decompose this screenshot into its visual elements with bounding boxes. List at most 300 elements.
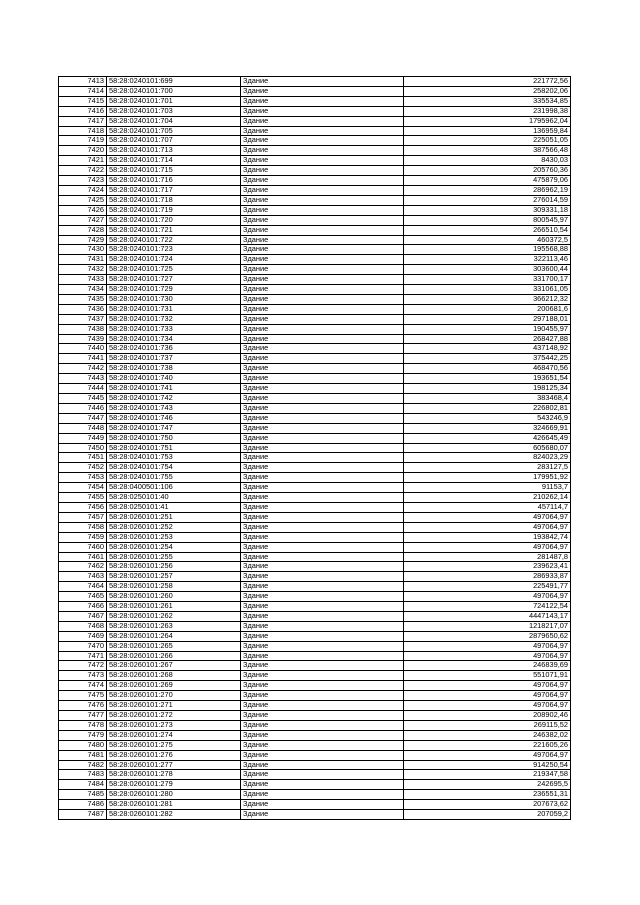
cadastral-value-cell: 1218217,07	[404, 621, 571, 631]
cadastral-value-cell: 475879,06	[404, 176, 571, 186]
table-row	[59, 146, 571, 156]
row-number-cell: 7453	[59, 473, 107, 483]
object-type-cell: Здание	[241, 611, 404, 621]
cadastral-number-cell: 58:28:0240101:753	[107, 453, 241, 463]
object-type-cell: Здание	[241, 493, 404, 503]
cadastral-value-cell: 297188,01	[404, 314, 571, 324]
row-number-cell: 7446	[59, 403, 107, 413]
row-number-cell: 7421	[59, 156, 107, 166]
object-type-cell: Здание	[241, 384, 404, 394]
table-row	[59, 552, 571, 562]
table-row	[59, 473, 571, 483]
table-row	[59, 621, 571, 631]
object-type-cell: Здание	[241, 532, 404, 542]
table-row	[59, 86, 571, 96]
object-type-cell: Здание	[241, 255, 404, 265]
cadastral-number-cell: 58:28:0240101:700	[107, 86, 241, 96]
cadastral-number-cell: 58:28:0260101:267	[107, 661, 241, 671]
row-number-cell: 7484	[59, 780, 107, 790]
table-row	[59, 522, 571, 532]
cadastral-value-cell: 266510,54	[404, 225, 571, 235]
row-number-cell: 7483	[59, 770, 107, 780]
object-type-cell: Здание	[241, 780, 404, 790]
table-row	[59, 354, 571, 364]
row-number-cell: 7444	[59, 384, 107, 394]
row-number-cell: 7469	[59, 631, 107, 641]
cadastral-number-cell: 58:28:0240101:715	[107, 166, 241, 176]
table-row	[59, 592, 571, 602]
cadastral-number-cell: 58:28:0250101:41	[107, 502, 241, 512]
object-type-cell: Здание	[241, 730, 404, 740]
cadastral-number-cell: 58:28:0240101:720	[107, 215, 241, 225]
cadastral-value-cell: 8430,03	[404, 156, 571, 166]
object-type-cell: Здание	[241, 195, 404, 205]
table-row	[59, 195, 571, 205]
table-row	[59, 314, 571, 324]
cadastral-number-cell: 58:28:0240101:704	[107, 116, 241, 126]
cadastral-number-cell: 58:28:0250101:40	[107, 493, 241, 503]
object-type-cell: Здание	[241, 403, 404, 413]
object-type-cell: Здание	[241, 314, 404, 324]
row-number-cell: 7424	[59, 185, 107, 195]
cadastral-number-cell: 58:28:0240101:703	[107, 106, 241, 116]
table-row	[59, 77, 571, 87]
cadastral-value-cell: 322113,46	[404, 255, 571, 265]
cadastral-value-cell: 221605,26	[404, 740, 571, 750]
object-type-cell: Здание	[241, 592, 404, 602]
object-type-cell: Здание	[241, 671, 404, 681]
row-number-cell: 7471	[59, 651, 107, 661]
cadastral-number-cell: 58:28:0260101:274	[107, 730, 241, 740]
row-number-cell: 7449	[59, 433, 107, 443]
cadastral-number-cell: 58:28:0240101:733	[107, 324, 241, 334]
object-type-cell: Здание	[241, 443, 404, 453]
cadastral-number-cell: 58:28:0260101:270	[107, 691, 241, 701]
row-number-cell: 7487	[59, 810, 107, 820]
object-type-cell: Здание	[241, 215, 404, 225]
cadastral-number-cell: 58:28:0260101:251	[107, 512, 241, 522]
cadastral-value-cell: 193651,54	[404, 374, 571, 384]
table-row	[59, 760, 571, 770]
table-row	[59, 235, 571, 245]
table-row	[59, 681, 571, 691]
cadastral-value-cell: 724122,54	[404, 602, 571, 612]
cadastral-value-cell: 497064,97	[404, 681, 571, 691]
row-number-cell: 7462	[59, 562, 107, 572]
table-row	[59, 651, 571, 661]
table-row	[59, 136, 571, 146]
table-row	[59, 611, 571, 621]
cadastral-value-cell: 497064,97	[404, 522, 571, 532]
cadastral-number-cell: 58:28:0240101:724	[107, 255, 241, 265]
row-number-cell: 7426	[59, 205, 107, 215]
row-number-cell: 7428	[59, 225, 107, 235]
cadastral-value-cell: 210262,14	[404, 493, 571, 503]
object-type-cell: Здание	[241, 502, 404, 512]
row-number-cell: 7468	[59, 621, 107, 631]
object-type-cell: Здание	[241, 86, 404, 96]
cadastral-value-cell: 281487,8	[404, 552, 571, 562]
cadastral-number-cell: 58:28:0240101:721	[107, 225, 241, 235]
row-number-cell: 7417	[59, 116, 107, 126]
cadastral-value-cell: 4447143,17	[404, 611, 571, 621]
table-row	[59, 344, 571, 354]
row-number-cell: 7423	[59, 176, 107, 186]
cadastral-value-cell: 268427,88	[404, 334, 571, 344]
table-row	[59, 542, 571, 552]
object-type-cell: Здание	[241, 453, 404, 463]
row-number-cell: 7470	[59, 641, 107, 651]
table-row	[59, 176, 571, 186]
table-row	[59, 780, 571, 790]
object-type-cell: Здание	[241, 760, 404, 770]
object-type-cell: Здание	[241, 225, 404, 235]
object-type-cell: Здание	[241, 294, 404, 304]
table-row	[59, 562, 571, 572]
object-type-cell: Здание	[241, 473, 404, 483]
cadastral-number-cell: 58:28:0240101:740	[107, 374, 241, 384]
object-type-cell: Здание	[241, 77, 404, 87]
object-type-cell: Здание	[241, 304, 404, 314]
row-number-cell: 7422	[59, 166, 107, 176]
table-row	[59, 245, 571, 255]
row-number-cell: 7467	[59, 611, 107, 621]
table-row	[59, 730, 571, 740]
cadastral-number-cell: 58:28:0260101:282	[107, 810, 241, 820]
cadastral-number-cell: 58:28:0240101:705	[107, 126, 241, 136]
cadastral-number-cell: 58:28:0260101:277	[107, 760, 241, 770]
table-row	[59, 532, 571, 542]
table-row	[59, 631, 571, 641]
cadastral-value-cell: 437148,92	[404, 344, 571, 354]
cadastral-number-cell: 58:28:0240101:722	[107, 235, 241, 245]
row-number-cell: 7440	[59, 344, 107, 354]
cadastral-value-cell: 497064,97	[404, 691, 571, 701]
cadastral-value-cell: 258202,06	[404, 86, 571, 96]
cadastral-number-cell: 58:28:0260101:268	[107, 671, 241, 681]
object-type-cell: Здание	[241, 790, 404, 800]
row-number-cell: 7460	[59, 542, 107, 552]
cadastral-number-cell: 58:28:0260101:271	[107, 701, 241, 711]
object-type-cell: Здание	[241, 483, 404, 493]
table-row	[59, 512, 571, 522]
cadastral-value-cell: 242695,5	[404, 780, 571, 790]
table-row	[59, 602, 571, 612]
cadastral-number-cell: 58:28:0240101:717	[107, 185, 241, 195]
row-number-cell: 7479	[59, 730, 107, 740]
cadastral-number-cell: 58:28:0240101:734	[107, 334, 241, 344]
object-type-cell: Здание	[241, 146, 404, 156]
cadastral-number-cell: 58:28:0260101:263	[107, 621, 241, 631]
object-type-cell: Здание	[241, 374, 404, 384]
table-row	[59, 265, 571, 275]
object-type-cell: Здание	[241, 770, 404, 780]
object-type-cell: Здание	[241, 364, 404, 374]
property-table	[58, 76, 571, 820]
object-type-cell: Здание	[241, 602, 404, 612]
row-number-cell: 7473	[59, 671, 107, 681]
cadastral-number-cell: 58:28:0260101:272	[107, 711, 241, 721]
cadastral-value-cell: 286933,87	[404, 572, 571, 582]
object-type-cell: Здание	[241, 344, 404, 354]
table-row	[59, 502, 571, 512]
cadastral-value-cell: 457114,7	[404, 502, 571, 512]
table-row	[59, 403, 571, 413]
row-number-cell: 7457	[59, 512, 107, 522]
row-number-cell: 7480	[59, 740, 107, 750]
table-row	[59, 641, 571, 651]
object-type-cell: Здание	[241, 641, 404, 651]
table-row	[59, 463, 571, 473]
cadastral-number-cell: 58:28:0260101:281	[107, 800, 241, 810]
cadastral-number-cell: 58:28:0260101:260	[107, 592, 241, 602]
cadastral-number-cell: 58:28:0240101:742	[107, 394, 241, 404]
cadastral-number-cell: 58:28:0260101:252	[107, 522, 241, 532]
cadastral-number-cell: 58:28:0240101:718	[107, 195, 241, 205]
cadastral-value-cell: 236551,31	[404, 790, 571, 800]
cadastral-value-cell: 335534,85	[404, 96, 571, 106]
cadastral-value-cell: 91153,7	[404, 483, 571, 493]
cadastral-value-cell: 221772,56	[404, 77, 571, 87]
cadastral-value-cell: 246382,02	[404, 730, 571, 740]
object-type-cell: Здание	[241, 285, 404, 295]
table-row	[59, 671, 571, 681]
cadastral-value-cell: 225051,05	[404, 136, 571, 146]
row-number-cell: 7461	[59, 552, 107, 562]
table-row	[59, 493, 571, 503]
cadastral-number-cell: 58:28:0400501:106	[107, 483, 241, 493]
table-row	[59, 443, 571, 453]
table-row	[59, 711, 571, 721]
cadastral-number-cell: 58:28:0260101:255	[107, 552, 241, 562]
cadastral-number-cell: 58:28:0240101:730	[107, 294, 241, 304]
cadastral-number-cell: 58:28:0260101:253	[107, 532, 241, 542]
row-number-cell: 7459	[59, 532, 107, 542]
object-type-cell: Здание	[241, 691, 404, 701]
cadastral-value-cell: 324669,91	[404, 423, 571, 433]
object-type-cell: Здание	[241, 394, 404, 404]
table-row	[59, 701, 571, 711]
object-type-cell: Здание	[241, 572, 404, 582]
row-number-cell: 7418	[59, 126, 107, 136]
cadastral-value-cell: 383468,4	[404, 394, 571, 404]
row-number-cell: 7450	[59, 443, 107, 453]
cadastral-value-cell: 309331,18	[404, 205, 571, 215]
row-number-cell: 7474	[59, 681, 107, 691]
cadastral-number-cell: 58:28:0260101:278	[107, 770, 241, 780]
row-number-cell: 7445	[59, 394, 107, 404]
table-row	[59, 582, 571, 592]
cadastral-value-cell: 207059,2	[404, 810, 571, 820]
cadastral-number-cell: 58:28:0260101:269	[107, 681, 241, 691]
row-number-cell: 7442	[59, 364, 107, 374]
table-row	[59, 374, 571, 384]
cadastral-value-cell: 497064,97	[404, 512, 571, 522]
cadastral-value-cell: 219347,58	[404, 770, 571, 780]
row-number-cell: 7432	[59, 265, 107, 275]
cadastral-number-cell: 58:28:0240101:723	[107, 245, 241, 255]
cadastral-number-cell: 58:28:0240101:736	[107, 344, 241, 354]
object-type-cell: Здание	[241, 176, 404, 186]
cadastral-number-cell: 58:28:0260101:254	[107, 542, 241, 552]
cadastral-value-cell: 246839,69	[404, 661, 571, 671]
object-type-cell: Здание	[241, 512, 404, 522]
object-type-cell: Здание	[241, 651, 404, 661]
table-row	[59, 483, 571, 493]
cadastral-number-cell: 58:28:0260101:273	[107, 720, 241, 730]
object-type-cell: Здание	[241, 522, 404, 532]
table-row	[59, 166, 571, 176]
row-number-cell: 7431	[59, 255, 107, 265]
cadastral-value-cell: 226802,81	[404, 403, 571, 413]
object-type-cell: Здание	[241, 205, 404, 215]
row-number-cell: 7425	[59, 195, 107, 205]
object-type-cell: Здание	[241, 681, 404, 691]
row-number-cell: 7438	[59, 324, 107, 334]
table-row	[59, 770, 571, 780]
cadastral-number-cell: 58:28:0240101:719	[107, 205, 241, 215]
object-type-cell: Здание	[241, 552, 404, 562]
cadastral-number-cell: 58:28:0260101:256	[107, 562, 241, 572]
cadastral-value-cell: 195568,88	[404, 245, 571, 255]
row-number-cell: 7437	[59, 314, 107, 324]
row-number-cell: 7443	[59, 374, 107, 384]
cadastral-value-cell: 208902,46	[404, 711, 571, 721]
row-number-cell: 7485	[59, 790, 107, 800]
row-number-cell: 7475	[59, 691, 107, 701]
table-row	[59, 334, 571, 344]
row-number-cell: 7478	[59, 720, 107, 730]
cadastral-number-cell: 58:28:0260101:262	[107, 611, 241, 621]
cadastral-number-cell: 58:28:0240101:738	[107, 364, 241, 374]
cadastral-number-cell: 58:28:0240101:727	[107, 275, 241, 285]
cadastral-value-cell: 426645,49	[404, 433, 571, 443]
object-type-cell: Здание	[241, 631, 404, 641]
object-type-cell: Здание	[241, 156, 404, 166]
object-type-cell: Здание	[241, 750, 404, 760]
row-number-cell: 7430	[59, 245, 107, 255]
table-row	[59, 255, 571, 265]
cadastral-number-cell: 58:28:0260101:265	[107, 641, 241, 651]
cadastral-number-cell: 58:28:0240101:716	[107, 176, 241, 186]
row-number-cell: 7466	[59, 602, 107, 612]
object-type-cell: Здание	[241, 740, 404, 750]
cadastral-value-cell: 468470,56	[404, 364, 571, 374]
object-type-cell: Здание	[241, 275, 404, 285]
cadastral-value-cell: 286962,19	[404, 185, 571, 195]
object-type-cell: Здание	[241, 235, 404, 245]
object-type-cell: Здание	[241, 136, 404, 146]
table-row	[59, 116, 571, 126]
row-number-cell: 7463	[59, 572, 107, 582]
cadastral-value-cell: 497064,97	[404, 750, 571, 760]
cadastral-number-cell: 58:28:0260101:261	[107, 602, 241, 612]
cadastral-number-cell: 58:28:0260101:257	[107, 572, 241, 582]
table-row	[59, 750, 571, 760]
cadastral-number-cell: 58:28:0240101:754	[107, 463, 241, 473]
row-number-cell: 7439	[59, 334, 107, 344]
row-number-cell: 7464	[59, 582, 107, 592]
cadastral-value-cell: 207673,62	[404, 800, 571, 810]
row-number-cell: 7477	[59, 711, 107, 721]
cadastral-value-cell: 824023,29	[404, 453, 571, 463]
object-type-cell: Здание	[241, 185, 404, 195]
cadastral-value-cell: 366212,32	[404, 294, 571, 304]
cadastral-value-cell: 460372,5	[404, 235, 571, 245]
cadastral-number-cell: 58:28:0260101:258	[107, 582, 241, 592]
table-row	[59, 661, 571, 671]
cadastral-number-cell: 58:28:0260101:276	[107, 750, 241, 760]
row-number-cell: 7482	[59, 760, 107, 770]
cadastral-number-cell: 58:28:0260101:279	[107, 780, 241, 790]
object-type-cell: Здание	[241, 265, 404, 275]
cadastral-value-cell: 276014,59	[404, 195, 571, 205]
object-type-cell: Здание	[241, 562, 404, 572]
cadastral-number-cell: 58:28:0240101:743	[107, 403, 241, 413]
object-type-cell: Здание	[241, 245, 404, 255]
cadastral-value-cell: 239623,41	[404, 562, 571, 572]
row-number-cell: 7458	[59, 522, 107, 532]
table-row	[59, 572, 571, 582]
cadastral-number-cell: 58:28:0240101:751	[107, 443, 241, 453]
table-row	[59, 453, 571, 463]
table-row	[59, 413, 571, 423]
cadastral-number-cell: 58:28:0240101:714	[107, 156, 241, 166]
row-number-cell: 7447	[59, 413, 107, 423]
cadastral-value-cell: 269115,52	[404, 720, 571, 730]
table-row	[59, 740, 571, 750]
table-row	[59, 800, 571, 810]
row-number-cell: 7456	[59, 502, 107, 512]
row-number-cell: 7448	[59, 423, 107, 433]
cadastral-number-cell: 58:28:0260101:275	[107, 740, 241, 750]
table-row	[59, 324, 571, 334]
cadastral-value-cell: 331061,05	[404, 285, 571, 295]
table-row	[59, 285, 571, 295]
row-number-cell: 7420	[59, 146, 107, 156]
object-type-cell: Здание	[241, 542, 404, 552]
cadastral-value-cell: 231998,38	[404, 106, 571, 116]
cadastral-value-cell: 914250,54	[404, 760, 571, 770]
cadastral-value-cell: 205760,36	[404, 166, 571, 176]
cadastral-value-cell: 543246,9	[404, 413, 571, 423]
table-row	[59, 790, 571, 800]
row-number-cell: 7451	[59, 453, 107, 463]
object-type-cell: Здание	[241, 106, 404, 116]
cadastral-value-cell: 198125,34	[404, 384, 571, 394]
cadastral-number-cell: 58:28:0240101:701	[107, 96, 241, 106]
table-row	[59, 185, 571, 195]
cadastral-number-cell: 58:28:0260101:264	[107, 631, 241, 641]
object-type-cell: Здание	[241, 463, 404, 473]
cadastral-number-cell: 58:28:0240101:747	[107, 423, 241, 433]
cadastral-number-cell: 58:28:0240101:699	[107, 77, 241, 87]
object-type-cell: Здание	[241, 423, 404, 433]
object-type-cell: Здание	[241, 96, 404, 106]
cadastral-value-cell: 136959,84	[404, 126, 571, 136]
table-row	[59, 394, 571, 404]
object-type-cell: Здание	[241, 711, 404, 721]
row-number-cell: 7465	[59, 592, 107, 602]
cadastral-value-cell: 497064,97	[404, 542, 571, 552]
row-number-cell: 7427	[59, 215, 107, 225]
object-type-cell: Здание	[241, 166, 404, 176]
cadastral-value-cell: 497064,97	[404, 651, 571, 661]
object-type-cell: Здание	[241, 324, 404, 334]
table-row	[59, 720, 571, 730]
cadastral-value-cell: 200681,6	[404, 304, 571, 314]
cadastral-number-cell: 58:28:0240101:746	[107, 413, 241, 423]
